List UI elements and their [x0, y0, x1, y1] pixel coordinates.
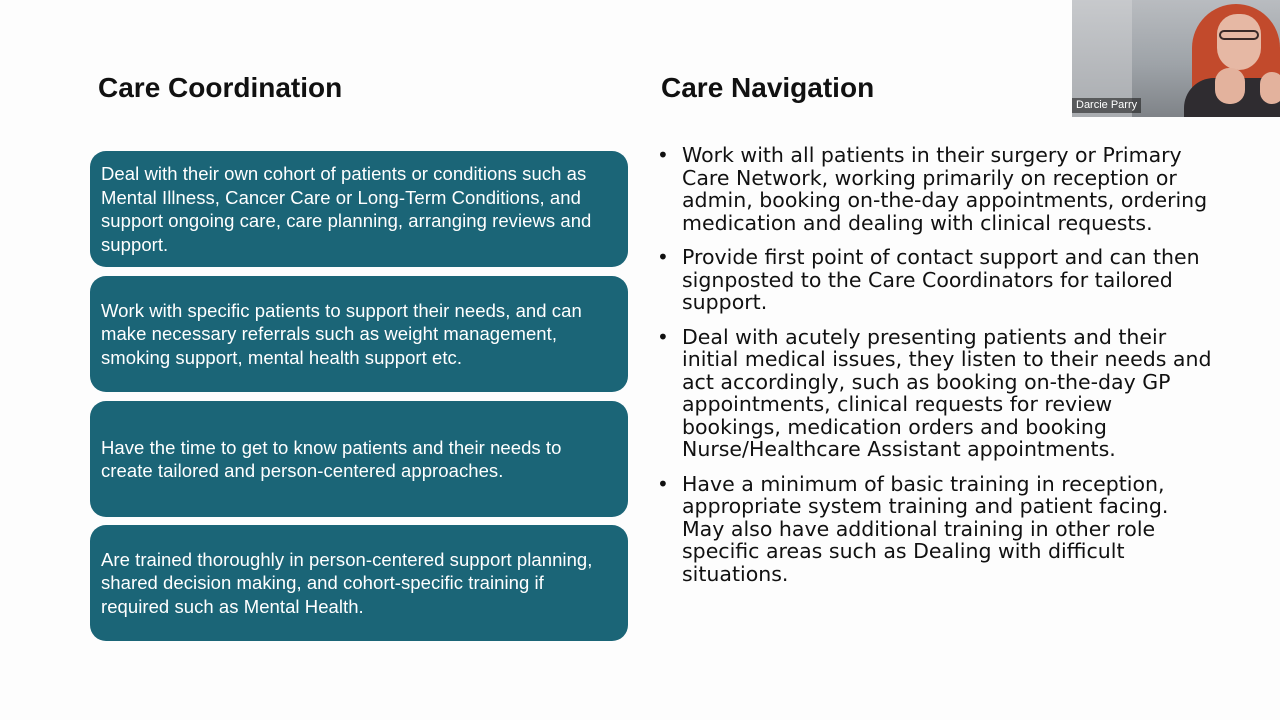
coordination-card	[90, 401, 628, 517]
coordination-card	[90, 525, 628, 641]
care-coordination-heading: Care Coordination	[98, 72, 343, 103]
bullet-dot-icon: •	[657, 324, 669, 349]
coordination-card-text: Are trained thoroughly in person-centered support planning, shared decision making, and cohort-specific training if required such as Mental Health.	[101, 548, 593, 617]
coordination-card	[90, 276, 628, 392]
coordination-card	[90, 151, 628, 267]
navigation-bullet-text: Have a minimum of basic training in reception, appropriate system training and patient facing. May also have additional training in other role specific areas such as Dealing with difficult situations.	[682, 471, 1169, 586]
navigation-bullet	[657, 144, 1217, 234]
bullet-dot-icon: •	[657, 245, 669, 269]
participant-hand	[1215, 68, 1245, 104]
participant-name-label: Darcie Parry	[1072, 98, 1141, 113]
participant-glasses	[1219, 30, 1259, 40]
coordination-card-text: Have the time to get to know patients and their needs to create tailored and person-centered approaches.	[101, 436, 562, 481]
navigation-bullet-text: Provide first point of contact support and can then signposted to the Care Coordinators for tailored support.	[682, 245, 1200, 314]
navigation-bullet-list	[657, 144, 1217, 597]
participant-face	[1217, 14, 1261, 70]
bullet-dot-icon: •	[657, 471, 669, 496]
navigation-bullet	[657, 246, 1217, 314]
navigation-bullet-text: Work with all patients in their surgery or Primary Care Network, working primarily on reception or admin, booking on-the-day appointments, ordering medication and dealing with clinical requests.	[682, 143, 1208, 235]
participant-hand	[1260, 72, 1280, 104]
coordination-card-text: Work with specific patients to support their needs, and can make necessary referrals such as weight management, smoking support, mental health support etc.	[101, 299, 582, 368]
navigation-bullet	[657, 473, 1217, 586]
care-navigation-heading: Care Navigation	[661, 72, 875, 103]
navigation-bullet-text: Deal with acutely presenting patients and their initial medical issues, they listen to their needs and act accordingly, such as booking on-the-day GP appointments, clinical requests for review bookings, medication orders and booking Nurse/Healthcare Assistant appointments.	[682, 324, 1212, 461]
participant-video-tile[interactable]	[1072, 0, 1280, 117]
coordination-card-text: Deal with their own cohort of patients or conditions such as Mental Illness, Cancer Care or Long-Term Conditions, and support ongoing care, care planning, arranging reviews and support.	[101, 163, 592, 255]
bullet-dot-icon: •	[657, 143, 669, 167]
navigation-bullet	[657, 326, 1217, 461]
